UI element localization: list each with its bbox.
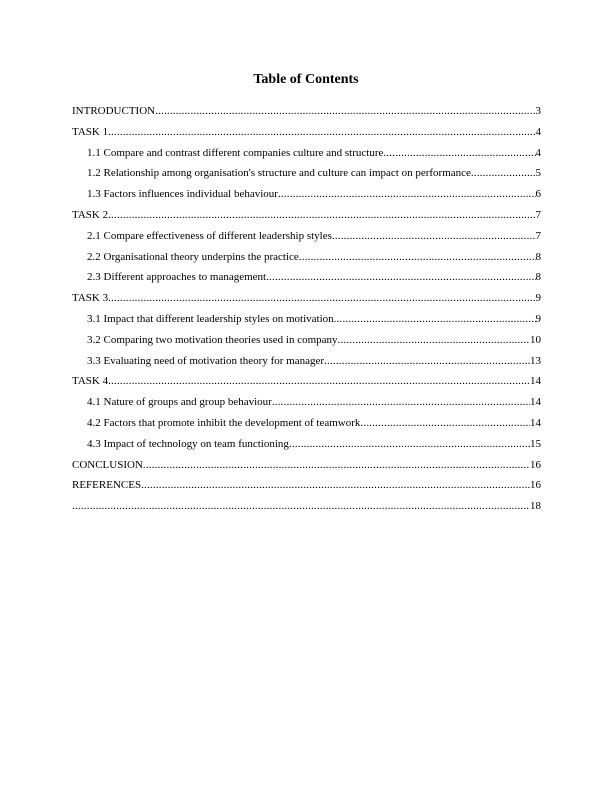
toc-entry[interactable] — [72, 288, 541, 309]
toc-entry-label: 3.1 Impact that different leadership styles on motivation — [87, 312, 334, 325]
dot-leader — [360, 413, 530, 434]
toc-entry[interactable] — [72, 267, 541, 288]
toc-entry[interactable] — [72, 455, 541, 476]
toc-entry-label: 1.2 Relationship among organisation's structure and culture can impact on performance — [87, 167, 471, 180]
toc-entry-label: 1.3 Factors influences individual behaviour — [87, 188, 278, 201]
toc-entry-page-number: 3 — [535, 105, 541, 117]
toc-entry-page-number: 9 — [535, 292, 541, 305]
toc-entry-page-number: 13 — [530, 354, 541, 367]
dot-leader — [108, 122, 535, 143]
toc-entry-page-number: 16 — [530, 458, 541, 471]
toc-entry-page-number: 15 — [530, 437, 541, 450]
toc-entry[interactable] — [72, 184, 541, 205]
toc-entry-label: INTRODUCTION — [72, 105, 156, 117]
toc-entry-label: 2.1 Compare effectiveness of different leadership styles — [87, 229, 332, 242]
toc-entry[interactable] — [72, 143, 541, 164]
dot-leader — [299, 247, 536, 268]
toc-entry-page-number: 10 — [530, 333, 541, 346]
toc-entry[interactable] — [72, 247, 541, 268]
toc-entry-label: TASK 3 — [72, 292, 109, 305]
dot-leader — [108, 205, 535, 226]
toc-entry-label: 3.3 Evaluating need of motivation theory for manager — [87, 354, 325, 367]
toc-entry[interactable] — [72, 163, 541, 184]
toc-entry-page-number: 14 — [530, 416, 541, 429]
toc-entry-label: 3.2 Comparing two motivation theories used in company — [87, 333, 338, 346]
toc-entry-page-number: 4 — [535, 125, 541, 138]
toc-entry[interactable] — [72, 122, 541, 143]
toc-entry-label: TASK 1 — [72, 125, 109, 138]
toc-entry[interactable] — [72, 475, 541, 496]
dot-leader — [272, 392, 530, 413]
toc-entry-page-number: 18 — [530, 500, 541, 513]
toc-entry[interactable] — [72, 351, 541, 372]
toc-entry[interactable] — [72, 309, 541, 330]
toc-entry-page-number: 8 — [535, 250, 541, 263]
toc-entry-page-number: 16 — [530, 479, 541, 492]
dot-leader — [332, 226, 536, 247]
toc-entry-page-number: 7 — [535, 229, 541, 242]
toc-entry[interactable] — [72, 496, 541, 517]
toc-entry-label: TASK 4 — [72, 375, 109, 388]
toc-entry-label: TASK 2 — [72, 208, 109, 221]
toc-entry-label: REFERENCES — [72, 479, 142, 492]
dot-leader — [289, 434, 530, 455]
dot-leader — [383, 143, 535, 164]
toc-entry-label: 4.1 Nature of groups and group behaviour — [87, 396, 272, 409]
dot-leader — [471, 163, 536, 184]
toc-entry-label: 2.2 Organisational theory underpins the practice — [87, 250, 299, 263]
dot-leader — [334, 309, 536, 330]
toc-entry-label: 4.3 Impact of technology on team functioning — [87, 437, 289, 450]
toc-entry[interactable] — [72, 392, 541, 413]
dot-leader — [266, 267, 535, 288]
table-of-contents — [72, 101, 541, 517]
page-title: Table of Contents — [253, 72, 359, 87]
toc-entry-page-number: 5 — [535, 167, 541, 180]
toc-entry-page-number: 14 — [530, 375, 541, 388]
toc-entry-label: 1.1 Compare and contrast different companies culture and structure — [87, 146, 384, 159]
toc-entry-page-number: 9 — [535, 312, 541, 325]
toc-entry-page-number: 6 — [535, 188, 541, 201]
toc-entry-page-number: 4 — [535, 146, 541, 159]
toc-entry[interactable] — [72, 101, 541, 122]
toc-entry[interactable] — [72, 226, 541, 247]
dot-leader — [108, 371, 530, 392]
toc-entry[interactable] — [72, 205, 541, 226]
toc-entry-page-number: 7 — [535, 208, 541, 221]
toc-entry[interactable] — [72, 413, 541, 434]
toc-entry[interactable] — [72, 330, 541, 351]
dot-leader — [324, 351, 530, 372]
dot-leader — [155, 101, 535, 122]
toc-entry-label: 4.2 Factors that promote inhibit the development of teamwork — [87, 416, 361, 429]
toc-entry-page-number: 14 — [530, 396, 541, 409]
toc-entry[interactable] — [72, 371, 541, 392]
dot-leader — [141, 475, 530, 496]
dot-leader — [278, 184, 536, 205]
toc-entry[interactable] — [72, 434, 541, 455]
toc-entry-page-number: 8 — [535, 271, 541, 284]
dot-leader — [338, 330, 530, 351]
dot-leader — [143, 455, 530, 476]
toc-entry-label: CONCLUSION — [72, 458, 143, 471]
toc-entry-label: 2.3 Different approaches to management — [87, 271, 267, 284]
dot-leader — [72, 496, 530, 517]
dot-leader — [108, 288, 535, 309]
